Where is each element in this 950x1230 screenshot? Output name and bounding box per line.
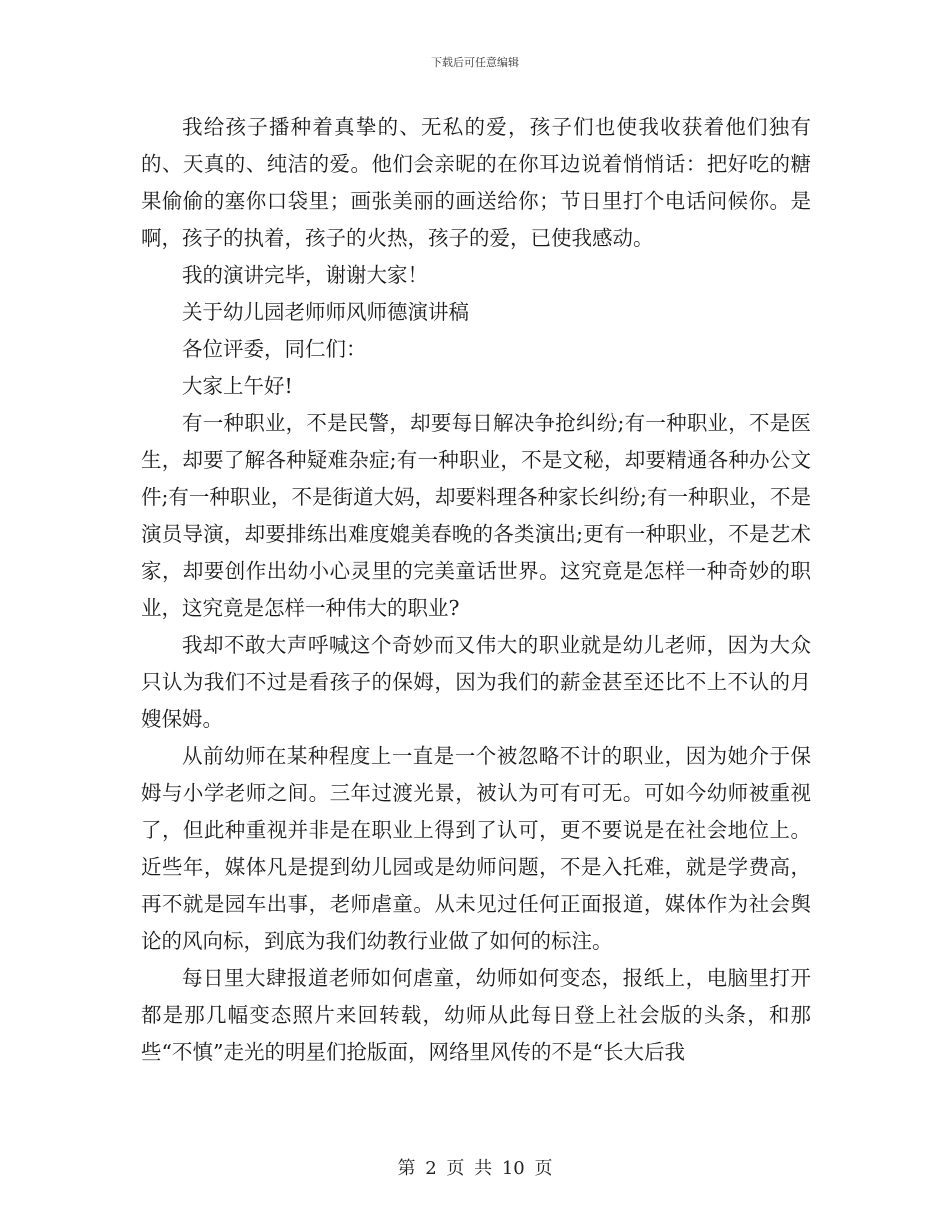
page-header-note: 下载后可任意编辑 (431, 56, 519, 69)
document-body (141, 109, 811, 1071)
paragraph: 从前幼师在某种程度上一直是一个被忽略不计的职业，因为她介于保姆与小学老师之间。三年过渡光景，被认为可有可无。可如今幼师被重视了，但此种重视并非是在职业上得到了认可，更不要说是在社会地位上。近些年，媒体凡是提到幼儿园或是幼师问题，不是入托难，就是学费高，再不就是园车出事，老师虐童。从未见过任何正面报道，媒体作为社会舆论的风向标，到底为我们幼教行业做了如何的标注。 (141, 744, 811, 953)
salutation: 各位评委，同仁们： (182, 337, 367, 361)
paragraph: 我却不敢大声呼喊这个奇妙而又伟大的职业就是幼儿老师，因为大众只认为我们不过是看孩子的保姆，因为我们的薪金甚至还比不上不认的月嫂保姆。 (141, 633, 811, 731)
greeting: 大家上午好! (182, 374, 293, 398)
paragraph: 有一种职业，不是民警，却要每日解决争抢纠纷;有一种职业，不是医生，却要了解各种疑难杂症;有一种职业，不是文秘，却要精通各种办公文件;有一种职业，不是街道大妈，却要料理各种家长纠纷;有一种职业，不是演员导演，却要排练出难度媲美春晚的各类演出;更有一种职业，不是艺术家，却要创作出幼小心灵里的完美童话世界。这究竟是怎样一种奇妙的职业，这究竟是怎样一种伟大的职业? (141, 411, 811, 620)
paragraph: 每日里大肆报道老师如何虐童，幼师如何变态，报纸上，电脑里打开都是那几幅变态照片来回转载，幼师从此每日登上社会版的头条，和那些“不慎”走光的明星们抢版面，网络里风传的不是“长大后我 (141, 966, 811, 1064)
section-title: 关于幼儿园老师师风师德演讲稿 (182, 300, 469, 324)
paragraph: 我给孩子播种着真挚的、无私的爱，孩子们也使我收获着他们独有的、天真的、纯洁的爱。他们会亲昵的在你耳边说着悄悄话：把好吃的糖果偷偷的塞你口袋里；画张美丽的画送给你；节日里打个电话问候你。是啊，孩子的执着，孩子的火热，孩子的爱，已使我感动。 (141, 115, 811, 250)
paragraph: 我的演讲完毕，谢谢大家！ (182, 263, 428, 287)
page-number: 第 2 页 共 10 页 (397, 1158, 553, 1179)
